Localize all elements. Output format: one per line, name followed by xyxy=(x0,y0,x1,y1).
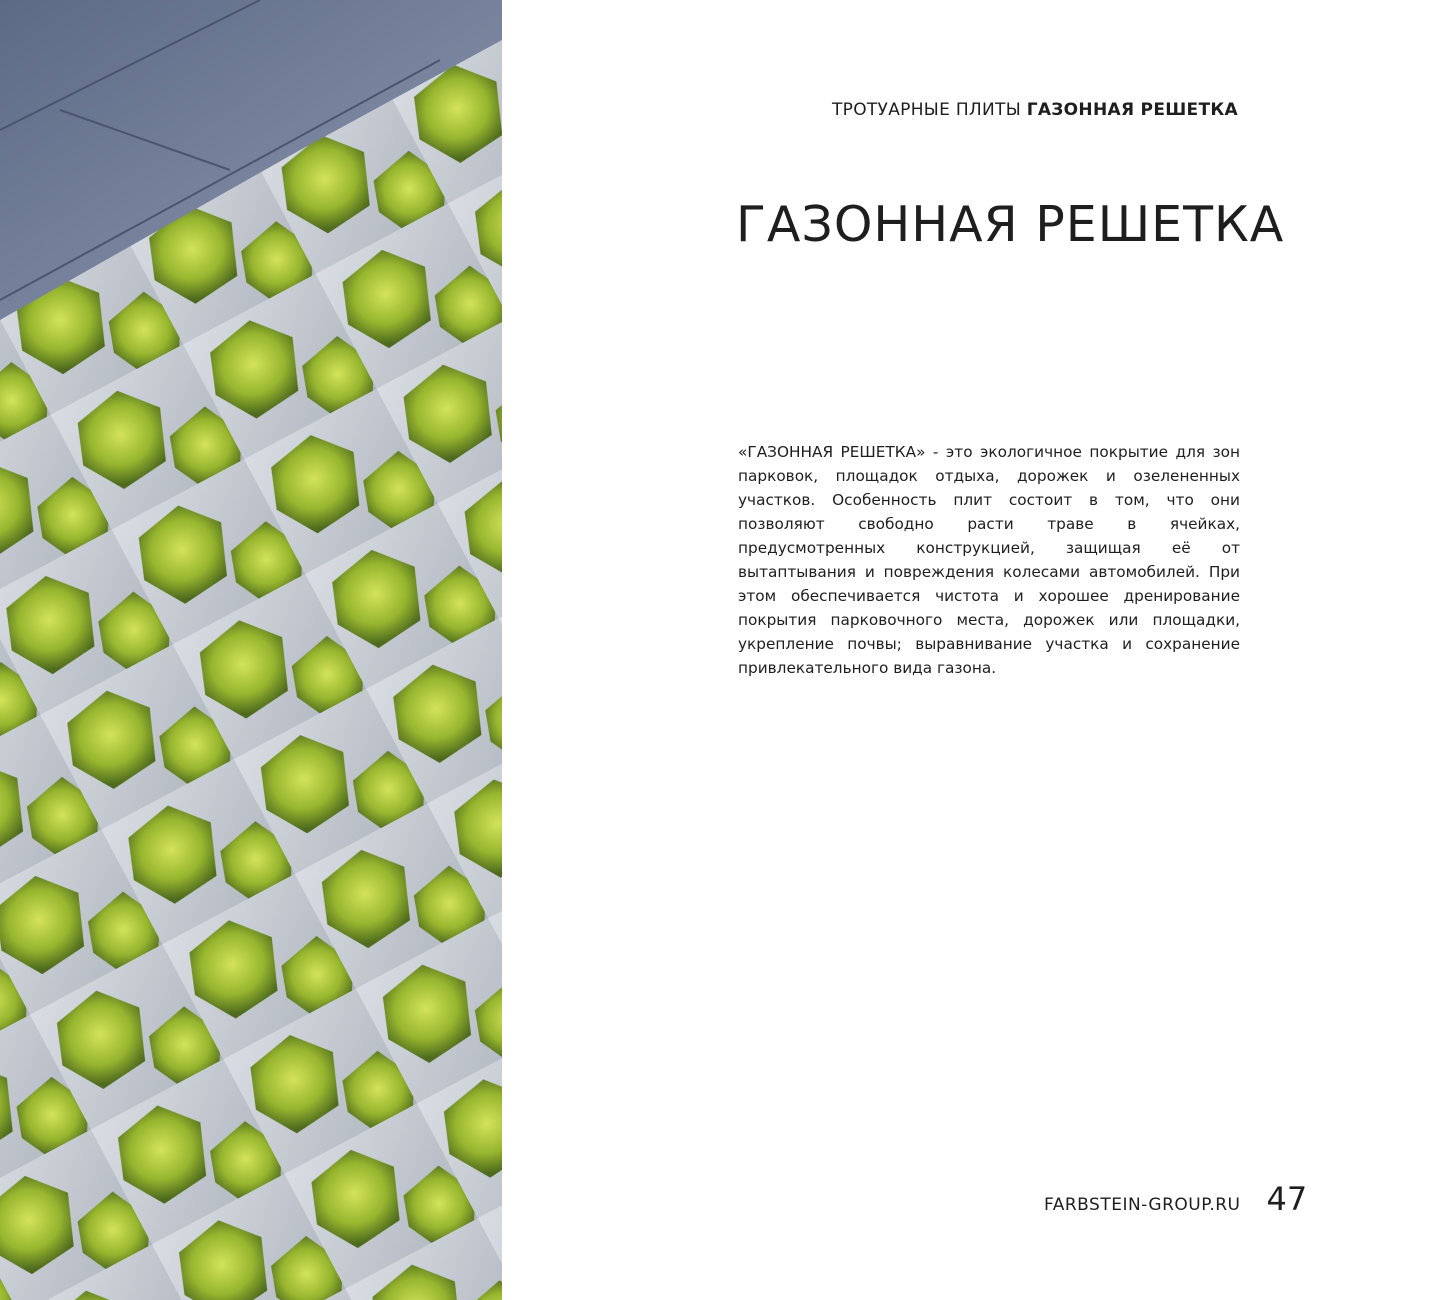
description-paragraph: «ГАЗОННАЯ РЕШЕТКА» - это экологичное покрытие для зон парковок, площадок отдыха, дорожек и озелененных участков. Особенность плит состоит в том, что они позволяют свободно расти траве в ячейках, предусмотренных конструкцией, защищая её от вытаптывания и повреждения колесами автомобилей. При этом обеспечивается чистота и хорошее дренирование покрытия парковочного места, дорожек или площадки, укрепление почвы; выравнивание участка и сохранение привлекательного вида газона. xyxy=(738,443,1240,677)
subsection-label: ГАЗОННАЯ РЕШЕТКА xyxy=(1026,100,1238,120)
website-link[interactable]: FARBSTEIN-GROUP.RU xyxy=(1044,1195,1241,1215)
page-title: ГАЗОННАЯ РЕШЕТКА xyxy=(736,196,1285,253)
section-label: ТРОТУАРНЫЕ ПЛИТЫ xyxy=(831,100,1021,120)
section-header xyxy=(832,100,1238,120)
page-number: 47 xyxy=(1266,1180,1308,1218)
page-footer xyxy=(1044,1180,1307,1218)
grass-paver-photo xyxy=(0,0,502,1300)
